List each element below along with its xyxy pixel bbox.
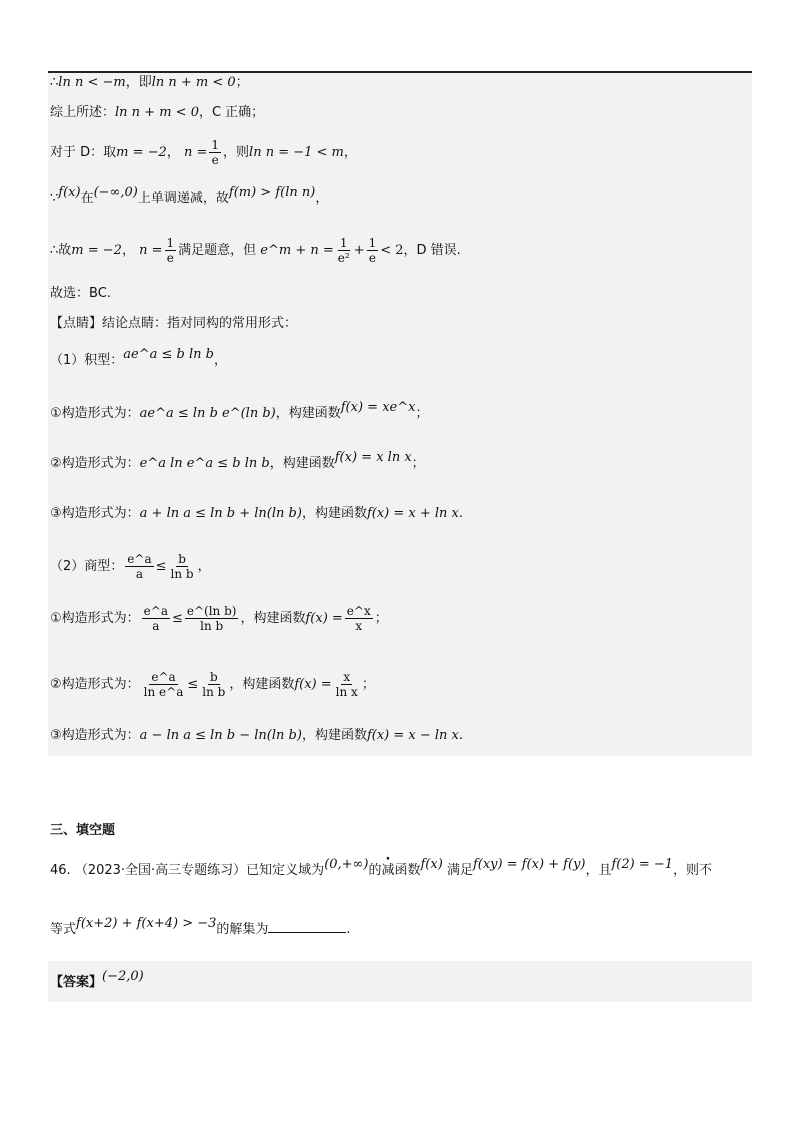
- text: ，构建函数: [301, 728, 367, 743]
- emphasized-text: 减函数: [381, 863, 421, 878]
- math-expr: ln n = −1 < m: [249, 145, 344, 160]
- text: .: [458, 506, 464, 521]
- solution-line-13: [50, 604, 388, 633]
- math-expr: ln n < −m: [58, 75, 126, 90]
- text: 的: [368, 863, 382, 878]
- le-sign: ≤: [155, 559, 167, 574]
- text: ①构造形式为：: [50, 406, 140, 421]
- solution-line-12: [50, 552, 211, 581]
- solution-line-6: [50, 285, 111, 303]
- question-number: 46.: [50, 863, 71, 878]
- fraction: [345, 604, 373, 633]
- numerator: e^a: [151, 670, 176, 684]
- denominator: e: [166, 251, 174, 265]
- text: ，: [166, 145, 180, 160]
- math-expr: (0,+∞): [324, 857, 369, 872]
- text: ；: [411, 456, 425, 471]
- math-expr: ln n + m < 0: [151, 75, 236, 90]
- text: ，: [315, 191, 329, 206]
- question-46-line-1: [50, 857, 713, 880]
- text: ，构建函数: [229, 677, 295, 692]
- numerator: e^a: [127, 552, 152, 566]
- text: （2）商型：: [50, 559, 124, 574]
- text: ，: [121, 243, 135, 258]
- text: ，即: [125, 75, 152, 90]
- text: ，则: [223, 145, 250, 160]
- fraction: [334, 670, 360, 699]
- solution-line-3: [50, 138, 357, 167]
- math-expr: f(x) =: [305, 611, 343, 626]
- text: ，C 正确；: [198, 105, 265, 120]
- le-sign: ≤: [171, 611, 183, 626]
- math-expr: f(x) = x ln x: [334, 450, 412, 465]
- solution-line-10: [50, 450, 425, 473]
- text: ；: [374, 611, 388, 626]
- denominator: e: [368, 251, 376, 265]
- text: 满足: [446, 863, 473, 878]
- math-expr: f(2) = −1: [611, 857, 674, 872]
- math-expr: n =: [139, 243, 163, 258]
- denominator: x: [355, 619, 363, 633]
- text: （1）积型：: [50, 353, 124, 368]
- solution-line-7: [50, 315, 297, 333]
- denominator: e: [211, 153, 219, 167]
- numerator: 1: [339, 236, 348, 250]
- denominator: a: [135, 567, 144, 581]
- math-expr: ln n + m < 0: [115, 105, 199, 120]
- answer-blank: [268, 920, 346, 933]
- text: ；: [415, 406, 429, 421]
- numerator: b: [209, 670, 218, 684]
- fraction: [125, 552, 153, 581]
- math-expr: m = −2: [71, 243, 122, 258]
- fraction: [142, 670, 186, 699]
- numerator: e^a: [143, 604, 168, 618]
- text: ③构造形式为：: [50, 728, 140, 743]
- solution-line-8: [50, 347, 227, 370]
- text: 的解集为: [216, 922, 269, 937]
- text: ∴故: [50, 243, 72, 258]
- denominator: ln b: [200, 619, 224, 633]
- math-expr: e^a ln e^a ≤ b ln b: [139, 456, 270, 471]
- text: 满足题意，但: [178, 243, 257, 258]
- math-expr: f(x) = x − ln x: [366, 728, 459, 743]
- numerator: 1: [211, 138, 220, 152]
- text: ，构建函数: [269, 456, 335, 471]
- math-expr: < 2: [380, 243, 404, 258]
- numerator: 1: [368, 236, 377, 250]
- text: ②构造形式为：: [50, 456, 140, 471]
- text: 综上所述：: [50, 105, 116, 120]
- math-expr: e^m + n =: [260, 243, 334, 258]
- denominator: a: [152, 619, 160, 633]
- text: ②构造形式为：: [50, 677, 140, 692]
- text: ，构建函数: [301, 506, 367, 521]
- solution-line-11: [50, 505, 463, 523]
- math-expr: a − ln a ≤ ln b − ln(ln b): [139, 728, 302, 743]
- solution-line-1: [50, 74, 249, 92]
- answer-choice-text: 故选：BC.: [50, 286, 111, 301]
- answer-box: [48, 961, 752, 1002]
- text: ，: [213, 353, 227, 368]
- math-expr: f(x+2) + f(x+4) > −3: [76, 916, 217, 931]
- denominator: ln e^a: [143, 685, 184, 699]
- fraction: [367, 236, 379, 265]
- text: 对于 D：取: [50, 145, 117, 160]
- math-expr: (−∞,0): [93, 185, 138, 200]
- fraction: [200, 670, 227, 699]
- text: 上单调递减，故: [137, 191, 229, 206]
- solution-line-4: [50, 185, 329, 208]
- fraction: [165, 236, 177, 265]
- text: ③构造形式为：: [50, 506, 140, 521]
- question-46-line-2: [50, 916, 351, 939]
- question-text: （2023·全国·高三专题练习）已知定义域为: [74, 863, 325, 878]
- math-expr: f(x): [420, 857, 443, 872]
- fraction: [336, 236, 352, 265]
- math-expr: f(x) =: [294, 677, 332, 692]
- solution-line-2: [50, 104, 264, 122]
- fraction: [209, 138, 221, 167]
- text: ；: [361, 677, 375, 692]
- numerator: e^x: [346, 604, 371, 618]
- text: ，D 错误.: [403, 243, 461, 258]
- denominator: ln b: [170, 567, 194, 581]
- answer-line: [50, 969, 144, 992]
- fraction: [185, 604, 239, 633]
- solution-line-9: [50, 400, 429, 423]
- math-expr: f(x): [58, 185, 81, 200]
- text: .: [458, 728, 464, 743]
- section-title: 三、填空题: [50, 823, 116, 838]
- numerator: x: [343, 670, 351, 684]
- because-symbol: ∵: [50, 191, 59, 206]
- text: ，且: [585, 863, 612, 878]
- math-expr: f(x) = x + ln x: [366, 506, 459, 521]
- math-expr: n =: [183, 145, 208, 160]
- text: 等式: [50, 922, 77, 937]
- fraction: [142, 604, 170, 633]
- numerator: 1: [166, 236, 175, 250]
- math-expr: m = −2: [116, 145, 167, 160]
- denominator: ln b: [202, 685, 226, 699]
- denominator: ln x: [335, 685, 358, 699]
- math-expr: f(m) > f(ln n): [228, 185, 316, 200]
- tip-heading: 【点睛】结论点睛：指对同构的常用形式：: [50, 316, 298, 331]
- therefore-symbol: ∴: [50, 75, 59, 90]
- text: ，: [343, 145, 357, 160]
- solution-line-14: [50, 670, 375, 699]
- denominator: e²: [337, 251, 350, 265]
- plus-sign: +: [353, 243, 365, 258]
- numerator: b: [178, 552, 186, 566]
- text: ，构建函数: [275, 406, 341, 421]
- answer-value: (−2,0): [102, 969, 144, 984]
- text: ，: [197, 559, 211, 574]
- math-expr: f(xy) = f(x) + f(y): [472, 857, 586, 872]
- text: 在: [80, 191, 94, 206]
- math-expr: ae^a ≤ b ln b: [123, 347, 214, 362]
- numerator: e^(ln b): [186, 604, 237, 618]
- text: ，构建函数: [240, 611, 306, 626]
- text: .: [346, 922, 351, 937]
- math-expr: ae^a ≤ ln b e^(ln b): [139, 406, 276, 421]
- text: ，则不: [673, 863, 713, 878]
- le-sign: ≤: [187, 677, 199, 692]
- solution-line-5: [50, 236, 461, 265]
- text: ；: [235, 75, 249, 90]
- math-expr: f(x) = xe^x: [340, 400, 416, 415]
- fraction: [169, 552, 196, 581]
- text: ①构造形式为：: [50, 611, 140, 626]
- solution-line-15: [50, 727, 463, 745]
- answer-label: 【答案】: [50, 975, 103, 990]
- math-expr: a + ln a ≤ ln b + ln(ln b): [139, 506, 302, 521]
